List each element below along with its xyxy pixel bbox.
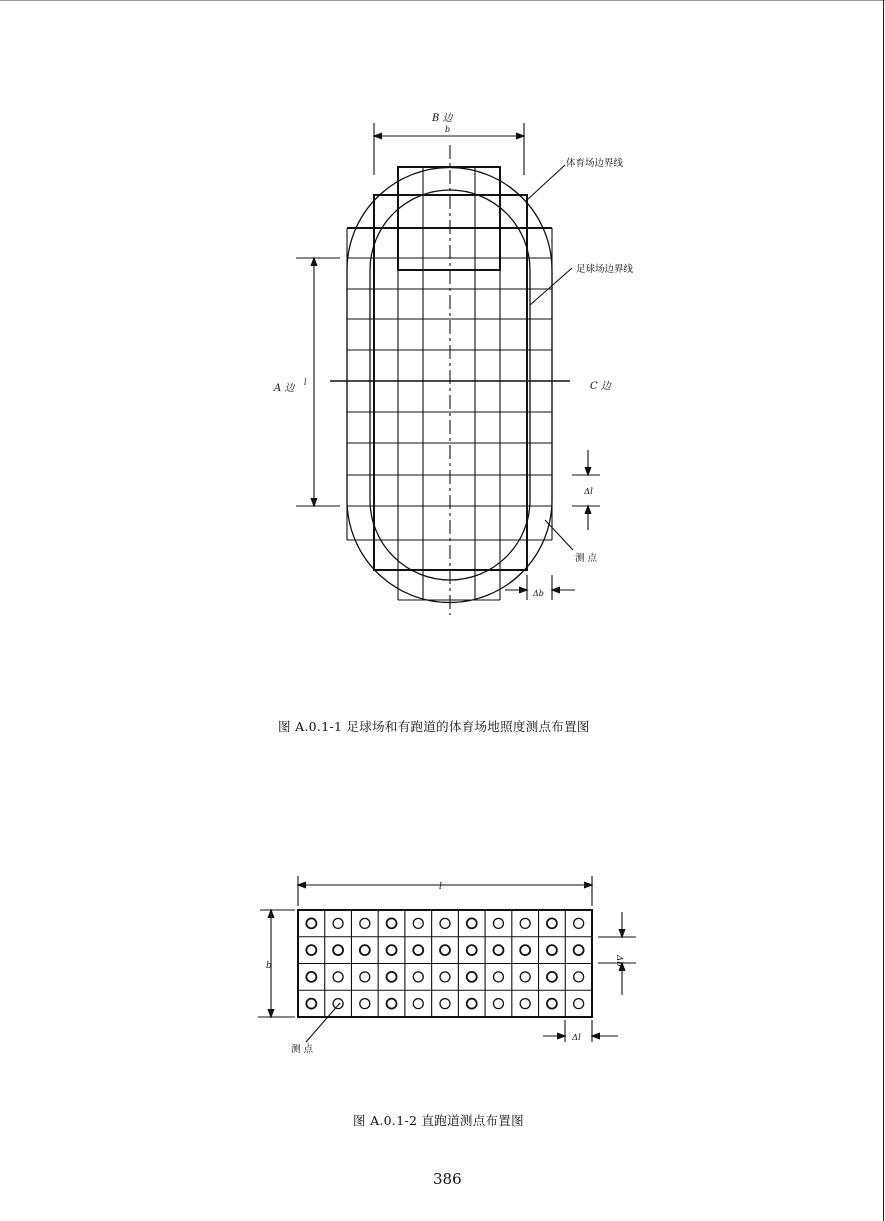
delta-b-label: Δb [533,589,544,598]
measure-point [333,918,343,928]
measure-point [574,972,584,982]
measure-point [306,972,316,982]
a-side-label: A 边 [274,383,295,394]
measure-point [440,945,450,955]
measure-point [574,918,584,928]
measure-point [387,918,397,928]
delta-l-label: Δl [572,1033,581,1043]
measure-point [520,999,530,1009]
measure-point [493,918,503,928]
width-label: b [266,961,272,971]
stadium-boundary-label: 体育场边界线 [566,158,624,169]
b-side-label: B 边 [432,113,453,124]
measure-point [493,999,503,1009]
length-label: l [439,882,442,892]
dimension-length [298,876,592,906]
measure-point [387,972,397,982]
delta-b-label: Δb [614,955,624,967]
a-dim-label: l [304,378,307,387]
measure-point [493,945,503,955]
measure-point [440,972,450,982]
measure-point [467,918,477,928]
figure-2-caption: 图 A.0.1-2 直跑道测点布置图 [353,1113,524,1128]
c-side-label: C 边 [590,381,611,392]
measure-point [493,972,503,982]
measure-point [306,918,316,928]
measure-point [387,945,397,955]
measure-point [440,918,450,928]
measure-point [467,999,477,1009]
measure-point [520,918,530,928]
dimension-width [258,910,295,1017]
measure-point [413,999,423,1009]
measure-point [360,945,370,955]
measure-point [333,945,343,955]
measure-point [547,945,557,955]
measure-point [440,999,450,1009]
measure-point [360,999,370,1009]
measure-point [360,972,370,982]
measure-point [306,999,316,1009]
measure-point [413,972,423,982]
delta-l-label: Δl [584,487,593,497]
measure-point [413,945,423,955]
b-dim-label: b [445,125,451,134]
measure-point [333,972,343,982]
measure-point [467,972,477,982]
figure-1-caption: 图 A.0.1-1 足球场和有跑道的体育场地照度测点布置图 [278,719,590,734]
measure-point [547,918,557,928]
measure-point [333,999,343,1009]
measure-point [413,918,423,928]
measure-point-label: 测 点 [575,553,598,564]
measure-point [547,999,557,1009]
dimension-delta-b [598,912,636,995]
measure-point [360,918,370,928]
measure-point [574,999,584,1009]
measure-point [574,945,584,955]
field-boundary-label: 足球场边界线 [576,264,634,275]
page-number: 386 [433,1170,462,1188]
measure-point [387,999,397,1009]
measure-point [520,945,530,955]
measure-point-label: 测 点 [291,1044,314,1055]
measure-point [467,945,477,955]
measure-point [520,972,530,982]
measure-point [547,972,557,982]
measure-point [306,945,316,955]
